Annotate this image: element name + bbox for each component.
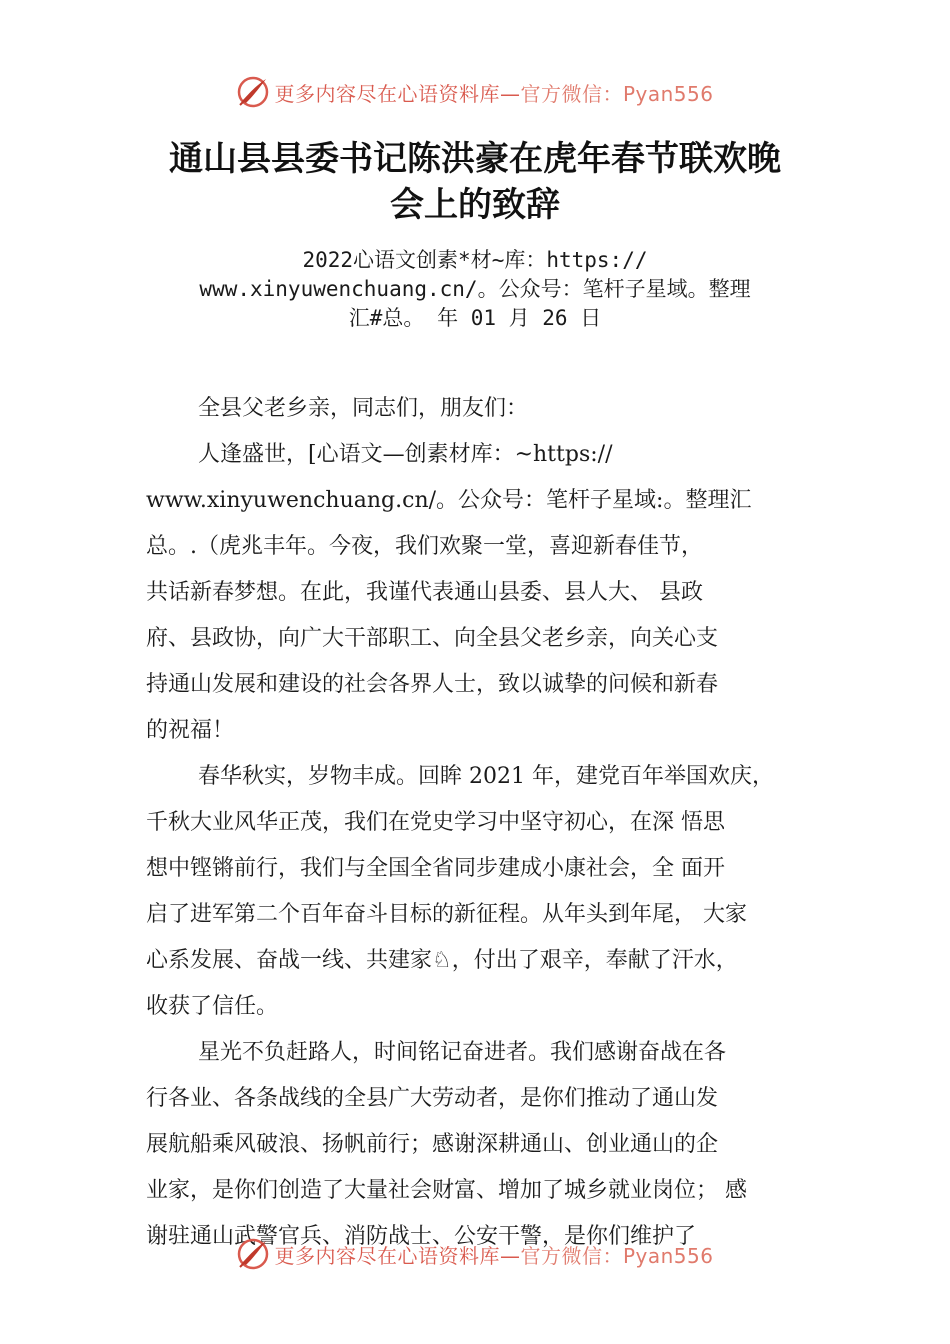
body-line: 想中铿锵前行，我们与全国全省同步建成小康社会，全 面开 xyxy=(146,856,725,881)
body-line: 展航船乘风破浪、扬帆前行；感谢深耕通山、创业通山的企 xyxy=(146,1132,719,1157)
source-line-2: www.xinyuwenchuang.cn/。公众号：笔杆子星域。整理 xyxy=(199,277,751,301)
source-line-3: 汇#总。 年 01 月 26 日 xyxy=(348,306,602,330)
body-line: 持通山发展和建设的社会各界人士，致以诚挚的问候和新春 xyxy=(146,672,719,697)
quill-pen-logo-icon xyxy=(236,75,270,109)
banner-wechat: 官方微信：Pyan556 xyxy=(520,1243,714,1268)
body-line: 府、县政协，向广大干部职工、向全县父老乡亲，向关心支 xyxy=(146,626,719,651)
quill-pen-logo-icon xyxy=(236,1237,270,1271)
title-line-1: 通山县县委书记陈洪豪在虎年春节联欢晚 xyxy=(169,139,781,179)
body-line: 心系发展、奋战一线、共建家♘，付出了艰辛，奉献了汗水， xyxy=(146,948,738,973)
banner-text xyxy=(274,78,713,107)
body-line: 业家，是你们创造了大量社会财富、增加了城乡就业岗位； 感 xyxy=(146,1178,747,1203)
body-line: 总。.（虎兆丰年。今夜，我们欢聚一堂，喜迎新春佳节， xyxy=(146,534,703,559)
banner-text-main: 更多内容尽在心语资料库— xyxy=(274,1243,521,1268)
source-line-1: 2022心语文创素*材~库：https:// xyxy=(302,248,648,272)
body-line: 的祝福！ xyxy=(146,718,235,743)
header-banner xyxy=(0,70,950,114)
title-line-2: 会上的致辞 xyxy=(390,185,560,225)
body-line: 全县父老乡亲，同志们，朋友们： xyxy=(198,396,529,421)
body-line: www.xinyuwenchuang.cn/。公众号：笔杆子星域:。整理汇 xyxy=(146,488,752,513)
banner-text xyxy=(274,1240,713,1269)
body-line: 星光不负赶路人，时间铭记奋进者。我们感谢奋战在各 xyxy=(198,1040,727,1065)
banner-text-main: 更多内容尽在心语资料库— xyxy=(274,81,521,106)
banner-wechat: 官方微信：Pyan556 xyxy=(520,81,714,106)
body-line: 启了进军第二个百年奋斗目标的新征程。从年头到年尾， 大家 xyxy=(146,902,747,927)
footer-banner xyxy=(0,1232,950,1276)
body-line: 共话新春梦想。在此，我谨代表通山县委、县人大、 县政 xyxy=(146,580,703,605)
source-info xyxy=(0,246,950,333)
body-line: 行各业、各条战线的全县广大劳动者，是你们推动了通山发 xyxy=(146,1086,719,1111)
speech-body xyxy=(146,386,846,1260)
body-line: 千秋大业风华正茂，我们在党史学习中坚守初心，在深 悟思 xyxy=(146,810,725,835)
document-title xyxy=(0,136,950,228)
body-line: 收获了信任。 xyxy=(146,994,279,1019)
body-line: 春华秋实，岁物丰成。回眸 2021 年，建党百年举国欢庆， xyxy=(198,764,774,789)
body-line: 人逢盛世，[心语文—创素材库：~https:// xyxy=(198,442,613,467)
body-line: 谢驻通山武警官兵、消防战士、公安干警，是你们维护了 xyxy=(146,1224,697,1249)
